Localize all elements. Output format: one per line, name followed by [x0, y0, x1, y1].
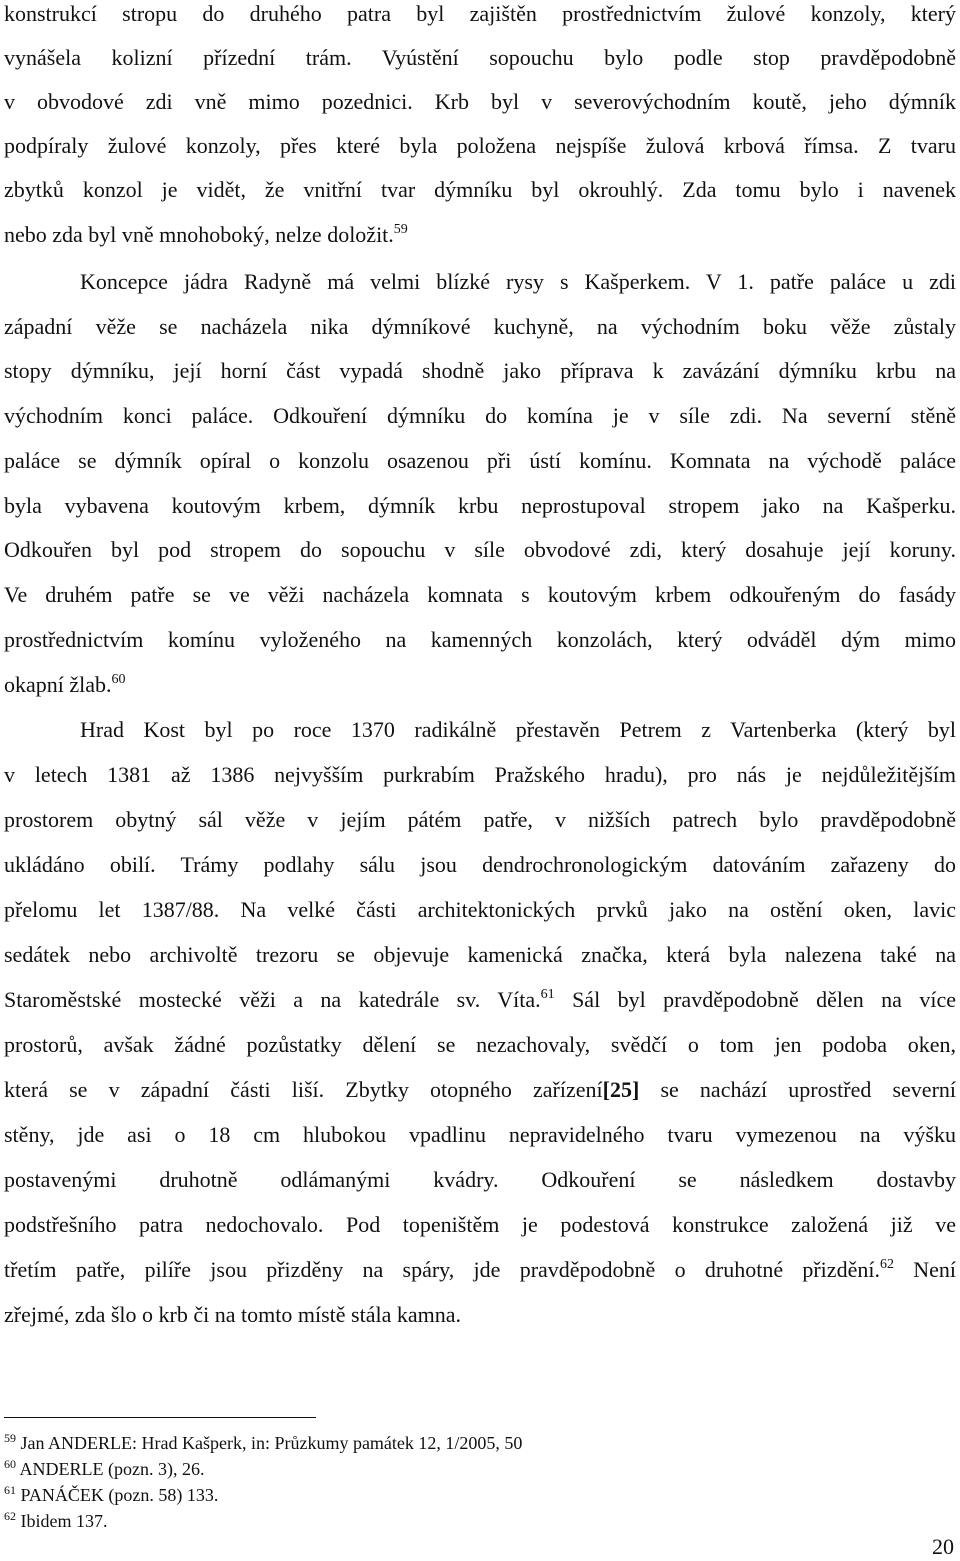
- footnote: [4, 1432, 522, 1454]
- body-line: podstřešního patra nedochovalo. Pod topeništěm je podestová konstrukce založená již ve: [4, 1212, 956, 1237]
- body-line: Ve druhém patře se ve věži nacházela komnata s koutovým krbem odkouřeným do fasády: [4, 582, 956, 607]
- footnote-ref: 60: [111, 672, 126, 687]
- body-line: sedátek nebo archivoltě trezoru se objevuje kamenická značka, která byla nalezena také na: [4, 942, 956, 967]
- paragraph-start-line: Hrad Kost byl po roce 1370 radikálně přestavěn Petrem z Vartenberka (který byl: [80, 717, 956, 742]
- body-line: Staroměstské mostecké věži a na katedrále sv. Víta.$^{61}$ Sál byl pravděpodobně dělen na více: [4, 987, 956, 1012]
- figure-reference: [25]: [602, 1077, 640, 1102]
- footnote: [4, 1484, 218, 1506]
- body-line: zbytků konzol je vidět, že vnitřní tvar dýmníku byl okrouhlý. Zda tomu bylo i navenek: [4, 177, 956, 202]
- footnote-text: Jan ANDERLE: Hrad Kašperk, in: Průzkumy památek 12, 1/2005, 50: [20, 1433, 523, 1453]
- footnote-ref: 61: [540, 987, 555, 1002]
- body-line: postavenými druhotně odlámanými kvádry. Odkouření se následkem dostavby: [4, 1167, 956, 1192]
- body-line: zřejmé, zda šlo o krb či na tomto místě stála kamna.: [4, 1302, 461, 1327]
- body-line: která se v západní části liší. Zbytky otopného zařízení[25] se nachází uprostřed severní: [4, 1077, 957, 1102]
- body-line: vynášela kolizní přízední trám. Vyústění sopouchu bylo podle stop pravděpodobně: [4, 45, 956, 70]
- body-line: nebo zda byl vně mnohoboký, nelze doložit.$^{59}$: [4, 222, 408, 247]
- footnote-separator: [4, 1417, 316, 1418]
- body-line: ukládáno obilí. Trámy podlahy sálu jsou dendrochronologickým datováním zařazeny do: [4, 852, 956, 877]
- body-line: stěny, jde asi o 18 cm hlubokou vpadlinu nepravidelného tvaru vymezenou na výšku: [4, 1122, 956, 1147]
- body-line: konstrukcí stropu do druhého patra byl zajištěn prostřednictvím žulové konzoly, který: [4, 1, 956, 26]
- body-line: Odkouřen byl pod stropem do sopouchu v síle obvodové zdi, který dosahuje její koruny.: [4, 537, 956, 562]
- body-line: prostřednictvím komínu vyloženého na kamenných konzolách, který odváděl dým mimo: [4, 627, 956, 652]
- paragraph-start-line: Koncepce jádra Radyně má velmi blízké rysy s Kašperkem. V 1. patře paláce u zdi: [80, 269, 956, 294]
- footnote-number: 61: [4, 1483, 16, 1497]
- body-line: třetím patře, pilíře jsou přizděny na spáry, jde pravděpodobně o druhotné přizdění.$^{62}$ Není: [4, 1257, 956, 1282]
- footnote-text: Ibidem 137.: [20, 1511, 108, 1531]
- body-line: paláce se dýmník opíral o konzolu osazenou při ústí komínu. Komnata na východě paláce: [4, 448, 956, 473]
- footnote-ref: 62: [879, 1257, 894, 1272]
- body-line: v obvodové zdi vně mimo pozednici. Krb byl v severovýchodním koutě, jeho dýmník: [4, 89, 956, 114]
- footnote: [4, 1510, 108, 1532]
- body-line: v letech 1381 až 1386 nejvyšším purkrabím Pražského hradu), pro nás je nejdůležitějším: [4, 762, 956, 787]
- footnote: [4, 1458, 204, 1480]
- body-line: prostorů, avšak žádné pozůstatky dělení se nezachovaly, svědčí o tom jen podoba oken,: [4, 1032, 956, 1057]
- body-line: okapní žlab.$^{60}$: [4, 672, 126, 697]
- footnote-number: 62: [4, 1509, 16, 1523]
- body-line: stopy dýmníku, její horní část vypadá shodně jako příprava k zavázání dýmníku krbu na: [4, 358, 956, 383]
- body-line: západní věže se nacházela nika dýmníkové kuchyně, na východním boku věže zůstaly: [4, 314, 956, 339]
- body-line: přelomu let 1387/88. Na velké části architektonických prvků jako na ostění oken, lavic: [4, 897, 956, 922]
- body-line: východním konci paláce. Odkouření dýmníku do komína je v síle zdi. Na severní stěně: [4, 403, 956, 428]
- footnote-number: 59: [4, 1431, 16, 1445]
- footnote-ref: 59: [393, 222, 408, 237]
- page-number: 20: [932, 1534, 954, 1559]
- footnote-text: ANDERLE (pozn. 3), 26.: [19, 1459, 205, 1479]
- body-line: prostorem obytný sál věže v jejím pátém patře, v nižších patrech bylo pravděpodobně: [4, 807, 956, 832]
- body-line: podpíraly žulové konzoly, přes které byla položena nejspíše žulová krbová římsa. Z tvaru: [4, 133, 956, 158]
- footnote-text: PANÁČEK (pozn. 58) 133.: [20, 1485, 219, 1505]
- body-line: byla vybavena koutovým krbem, dýmník krbu neprostupoval stropem jako na Kašperku.: [4, 493, 956, 518]
- footnote-number: 60: [4, 1457, 16, 1471]
